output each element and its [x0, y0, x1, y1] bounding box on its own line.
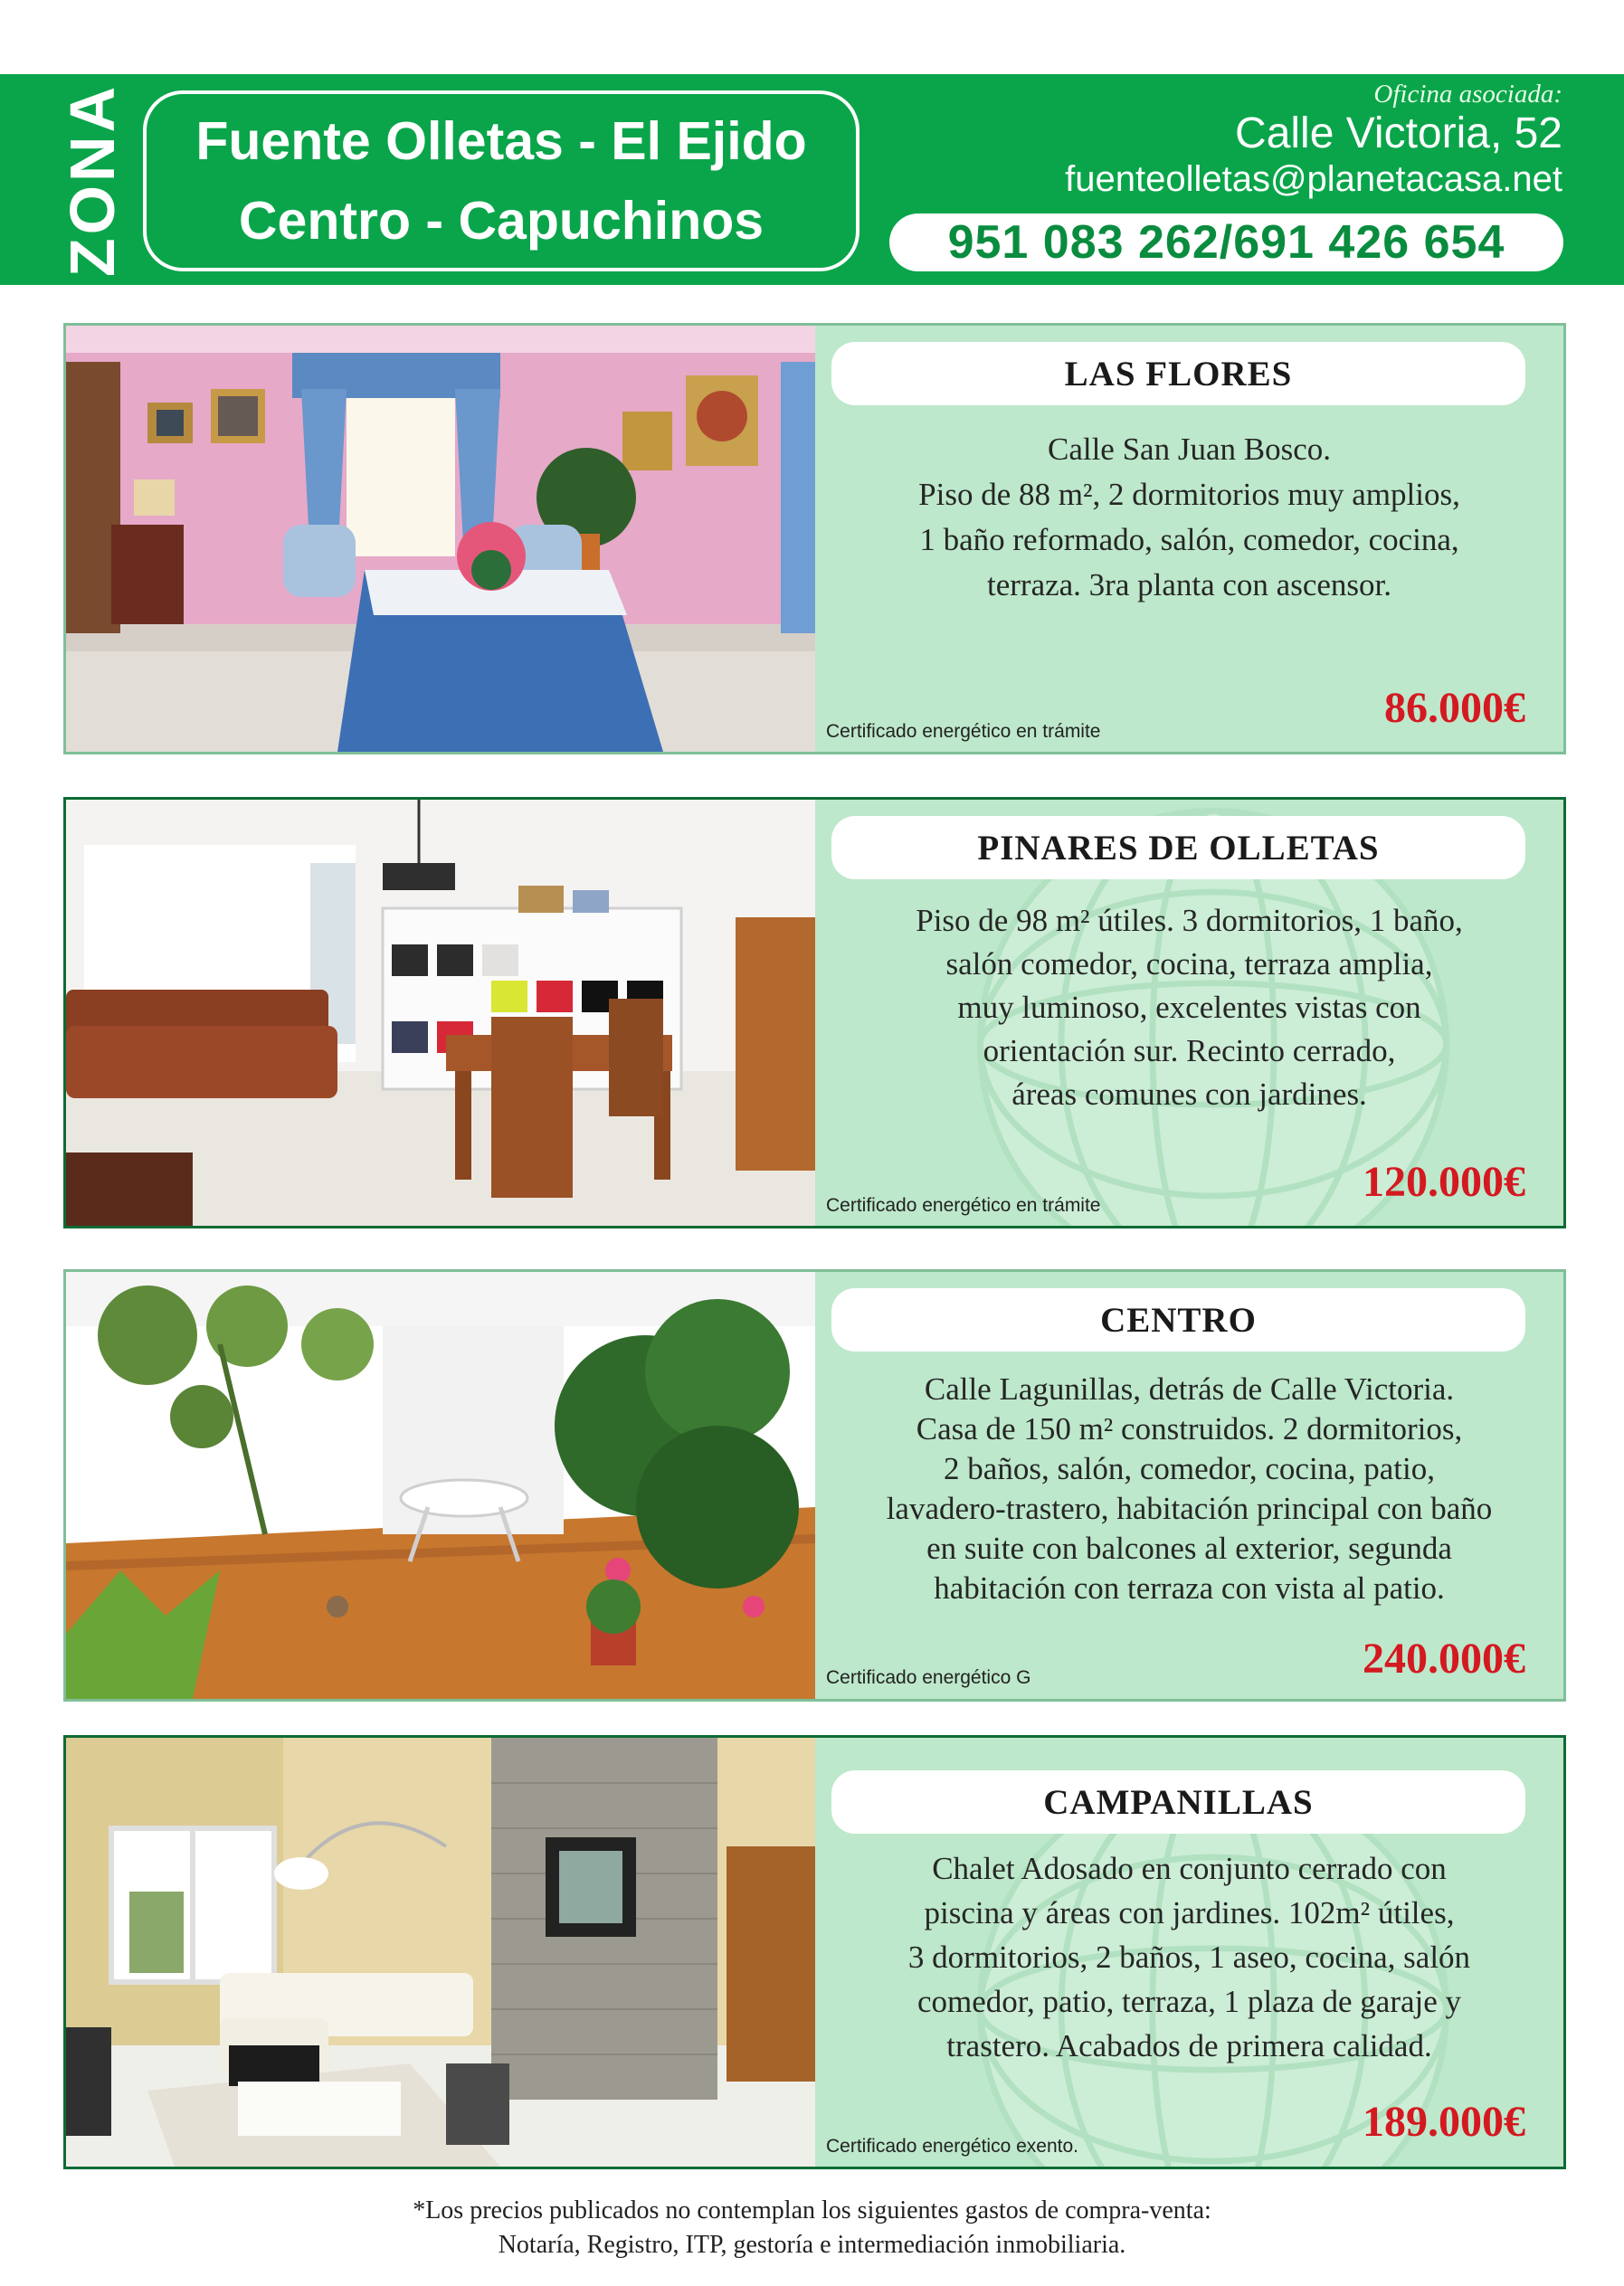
phone-pill	[889, 213, 1563, 271]
listing-price: 189.000€	[1363, 2098, 1525, 2146]
description-line: habitación con terraza con vista al patio.	[934, 1570, 1445, 1606]
energy-certificate: Certificado energético en trámite	[826, 721, 1101, 742]
listing-title-pill	[831, 816, 1525, 879]
description-line: comedor, patio, terraza, 1 plaza de garaje y	[916, 1984, 1462, 2019]
disclaimer-line: Notaría, Registro, ITP, gestoría e intermediación inmobiliaria.	[498, 2231, 1126, 2259]
phone-number[interactable]: 951 083 262/691 426 654	[947, 216, 1505, 269]
description-line: trastero. Acabados de primera calidad.	[946, 2028, 1432, 2063]
listing-title-pill	[831, 1770, 1525, 1834]
listing-price: 86.000€	[1384, 684, 1525, 732]
description-line: 2 baños, salón, comedor, cocina, patio,	[944, 1451, 1435, 1486]
price-disclaimer	[0, 2194, 1624, 2262]
listing-price: 240.000€	[1363, 1635, 1525, 1683]
description-line: Piso de 98 m² útiles. 3 dormitorios, 1 baño,	[916, 903, 1463, 938]
description-line: Calle San Juan Bosco.	[1047, 432, 1332, 467]
listing-title-pill	[831, 342, 1525, 405]
zone-line-2: Centro - Capuchinos	[238, 191, 765, 251]
listing-description	[815, 1846, 1563, 2068]
listing-centro[interactable]	[63, 1269, 1566, 1702]
listing-photo[interactable]	[66, 1738, 815, 2167]
description-line: Chalet Adosado en conjunto cerrado con	[932, 1851, 1447, 1886]
energy-certificate: Certificado energético en trámite	[826, 1195, 1101, 1216]
listing-title: LAS FLORES	[1064, 354, 1293, 394]
office-email[interactable]: fuenteolletas@planetacasa.net	[1065, 159, 1562, 199]
listing-las-flores[interactable]	[63, 323, 1566, 754]
energy-certificate: Certificado energético exento.	[826, 2136, 1078, 2157]
office-address: Calle Victoria, 52	[1235, 109, 1562, 157]
listing-description	[815, 427, 1563, 608]
listing-panel	[815, 1738, 1563, 2167]
description-line: Calle Lagunillas, detrás de Calle Victoria.	[924, 1371, 1455, 1407]
description-line: en suite con balcones al exterior, segunda	[926, 1531, 1452, 1566]
listing-campanillas[interactable]	[63, 1735, 1566, 2169]
listing-photo[interactable]	[66, 800, 815, 1226]
description-line: Casa de 150 m² construidos. 2 dormitorios,	[916, 1411, 1463, 1447]
zona-label	[52, 74, 133, 285]
listing-title: PINARES DE OLLETAS	[977, 828, 1380, 868]
description-line: terraza. 3ra planta con ascensor.	[987, 567, 1391, 602]
description-line: salón comedor, cocina, terraza amplia,	[945, 946, 1433, 982]
zona-text: ZONA	[57, 82, 128, 277]
listing-price: 120.000€	[1363, 1158, 1525, 1206]
listing-title: CENTRO	[1100, 1300, 1257, 1340]
listing-panel	[815, 800, 1563, 1226]
zone-line-1: Fuente Olletas - El Ejido	[195, 111, 807, 171]
description-line: piscina y áreas con jardines. 102m² útiles,	[924, 1895, 1455, 1930]
description-line: Piso de 88 m², 2 dormitorios muy amplios,	[918, 477, 1460, 512]
listing-description	[815, 1370, 1563, 1608]
zone-box	[143, 90, 859, 271]
listing-panel	[815, 326, 1563, 752]
office-caption: Oficina asociada:	[1373, 80, 1562, 109]
energy-certificate: Certificado energético G	[826, 1667, 1031, 1688]
listing-photo[interactable]	[66, 1272, 815, 1699]
description-line: áreas comunes con jardines.	[1011, 1077, 1367, 1112]
listing-photo[interactable]	[66, 326, 815, 752]
listing-description	[815, 899, 1563, 1116]
disclaimer-line: *Los precios publicados no contemplan los siguientes gastos de compra-venta:	[413, 2196, 1211, 2224]
description-line: 3 dormitorios, 2 baños, 1 aseo, cocina, salón	[907, 1940, 1471, 1975]
description-line: 1 baño reformado, salón, comedor, cocina,	[919, 522, 1459, 557]
listing-title-pill	[831, 1288, 1525, 1352]
description-line: muy luminoso, excelentes vistas con	[957, 990, 1421, 1025]
listing-pinares-de-olletas[interactable]	[63, 797, 1566, 1228]
description-line: orientación sur. Recinto cerrado,	[983, 1033, 1396, 1068]
listing-panel	[815, 1272, 1563, 1699]
listing-title: CAMPANILLAS	[1043, 1782, 1314, 1822]
description-line: lavadero-trastero, habitación principal con baño	[886, 1491, 1493, 1526]
